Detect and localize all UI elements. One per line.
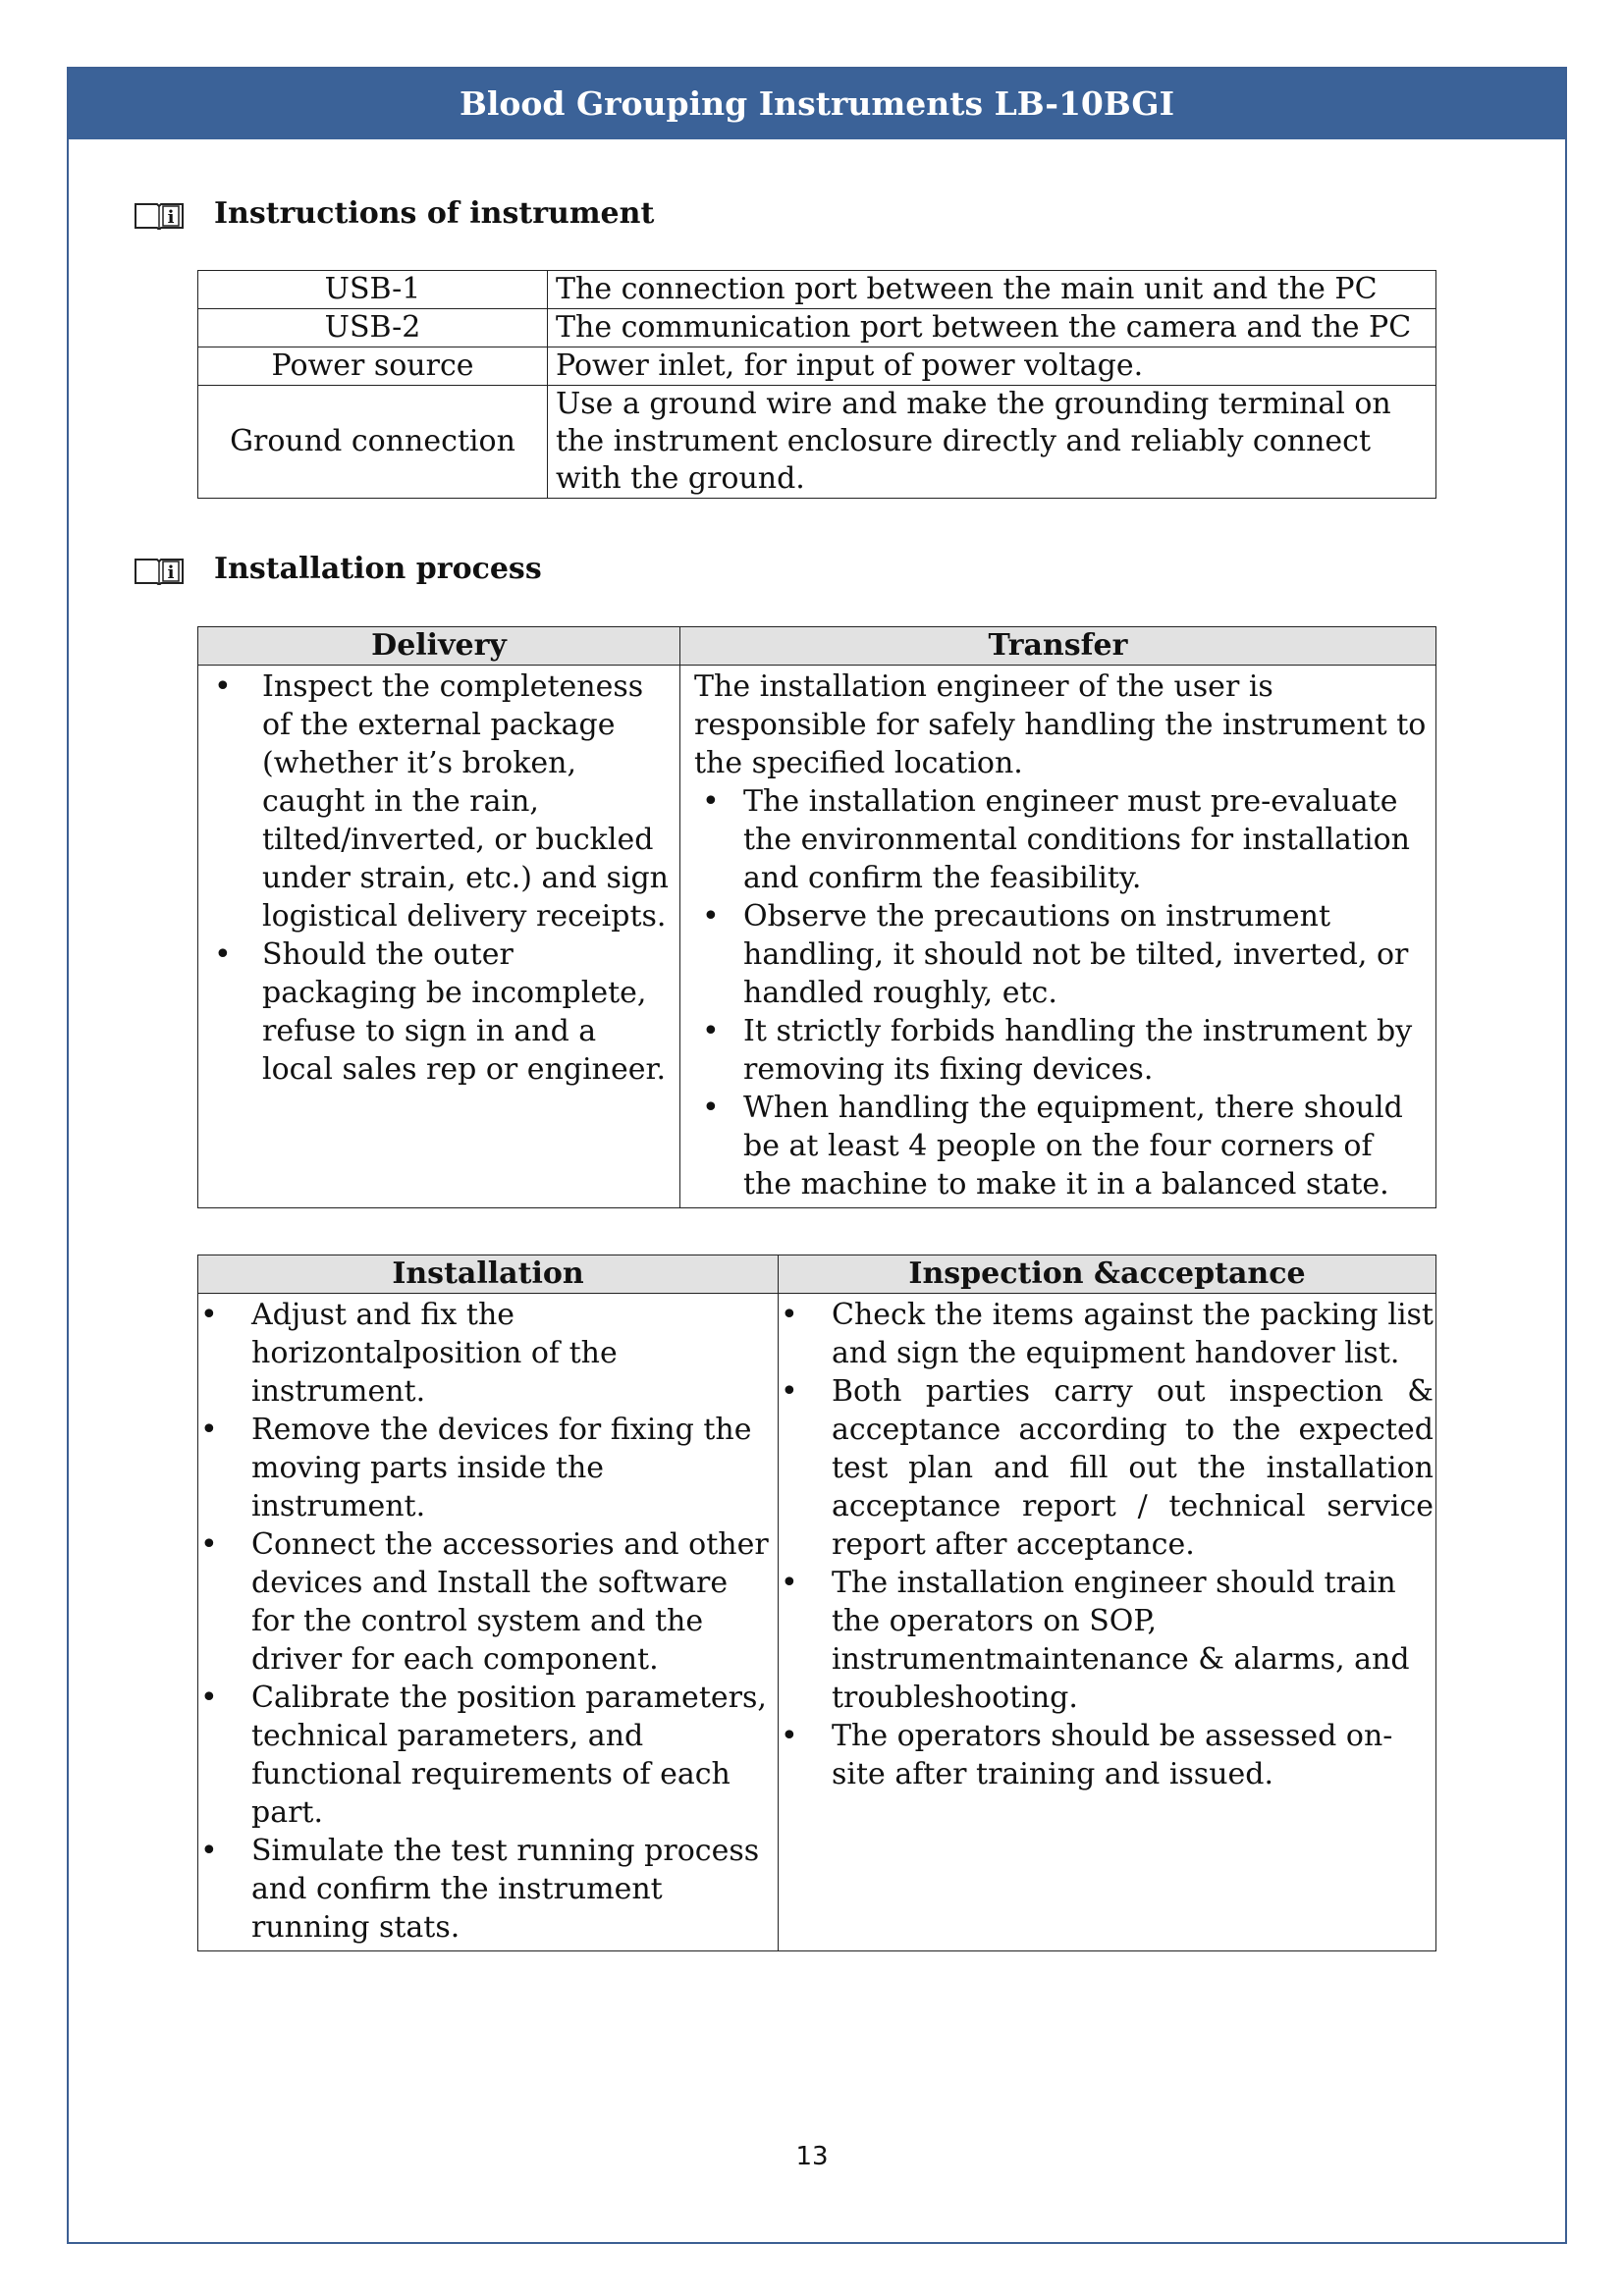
transfer-list xyxy=(694,782,1428,1203)
column-header-delivery: Delivery xyxy=(198,627,680,666)
list-item: • When handling the equipment, there should be at least 4 people on the four corners of the machine to make it in a balanced state. xyxy=(694,1089,1428,1203)
port-label: Power source xyxy=(198,347,548,386)
svg-text:i: i xyxy=(167,207,175,228)
inspection-cell xyxy=(779,1294,1436,1951)
info-book-icon xyxy=(134,556,185,583)
table-row xyxy=(198,1294,1436,1951)
transfer-cell xyxy=(680,666,1436,1208)
table-header-row xyxy=(198,1255,1436,1294)
list-item: • Connect the accessories and other devices and Install the software for the control system and the driver for each component. xyxy=(202,1525,776,1679)
svg-text:i: i xyxy=(167,562,175,583)
port-description: The communication port between the camera and the PC xyxy=(548,309,1436,347)
port-description: Power inlet, for input of power voltage. xyxy=(548,347,1436,386)
section-title-installation: Installation process xyxy=(214,552,542,586)
section-installation xyxy=(134,550,542,589)
table-header-row xyxy=(198,627,1436,666)
section-instructions xyxy=(134,194,654,234)
page-number: 13 xyxy=(795,2142,829,2171)
delivery-cell xyxy=(198,666,680,1208)
port-label: USB-2 xyxy=(198,309,548,347)
column-header-installation: Installation xyxy=(198,1255,779,1294)
port-label: Ground connection xyxy=(198,386,548,499)
installation-cell xyxy=(198,1294,779,1951)
list-item: • The installation engineer must pre-evaluate the environmental conditions for installation and confirm the feasibility. xyxy=(694,782,1428,897)
info-book-icon xyxy=(134,200,185,228)
list-item: • Check the items against the packing list and sign the equipment handover list. xyxy=(783,1296,1434,1372)
table-row xyxy=(198,666,1436,1208)
table-row xyxy=(198,386,1436,499)
list-item: • Inspect the completeness of the external package (whether it’s broken, caught in the rain, tilted/inverted, or buckled under strain, etc.) and sign logistical delivery receipts. xyxy=(206,667,676,935)
column-header-transfer: Transfer xyxy=(680,627,1436,666)
instrument-ports-table xyxy=(197,270,1436,499)
list-item: • Adjust and fix the horizontalposition of the instrument. xyxy=(202,1296,776,1411)
transfer-intro: The installation engineer of the user is responsible for safely handling the instrument to the specified location. xyxy=(694,669,1427,780)
port-label: USB-1 xyxy=(198,271,548,309)
list-item: • It strictly forbids handling the instrument by removing its fixing devices. xyxy=(694,1012,1428,1089)
column-header-inspection: Inspection &acceptance xyxy=(779,1255,1436,1294)
document-title: Blood Grouping Instruments LB-10BGI xyxy=(459,84,1175,123)
delivery-transfer-table xyxy=(197,626,1436,1208)
list-item: • Remove the devices for fixing the moving parts inside the instrument. xyxy=(202,1411,776,1525)
table-row xyxy=(198,271,1436,309)
table-row xyxy=(198,347,1436,386)
list-item: • Both parties carry out inspection & acceptance according to the expected test plan and fill out the installation acceptance report / technical service report after acceptance. xyxy=(783,1372,1434,1564)
port-description: Use a ground wire and make the grounding terminal on the instrument enclosure directly and reliably connect with the ground. xyxy=(548,386,1436,499)
inspection-list xyxy=(783,1296,1434,1793)
list-item: • Simulate the test running process and confirm the instrument running stats. xyxy=(202,1832,776,1947)
list-item: • Calibrate the position parameters, technical parameters, and functional requirements of each part. xyxy=(202,1679,776,1832)
list-item: • Observe the precautions on instrument handling, it should not be tilted, inverted, or handled roughly, etc. xyxy=(694,897,1428,1012)
document-header xyxy=(69,69,1565,139)
installation-list xyxy=(202,1296,776,1947)
list-item: • The installation engineer should train the operators on SOP, instrumentmaintenance & alarms, and troubleshooting. xyxy=(783,1564,1434,1717)
section-title-instructions: Instructions of instrument xyxy=(214,196,655,231)
list-item: • The operators should be assessed on-site after training and issued. xyxy=(783,1717,1434,1793)
list-item: • Should the outer packaging be incomplete, refuse to sign in and a local sales rep or engineer. xyxy=(206,935,676,1089)
table-row xyxy=(198,309,1436,347)
delivery-list xyxy=(206,667,676,1089)
port-description: The connection port between the main unit and the PC xyxy=(548,271,1436,309)
installation-inspection-table xyxy=(197,1255,1436,1951)
